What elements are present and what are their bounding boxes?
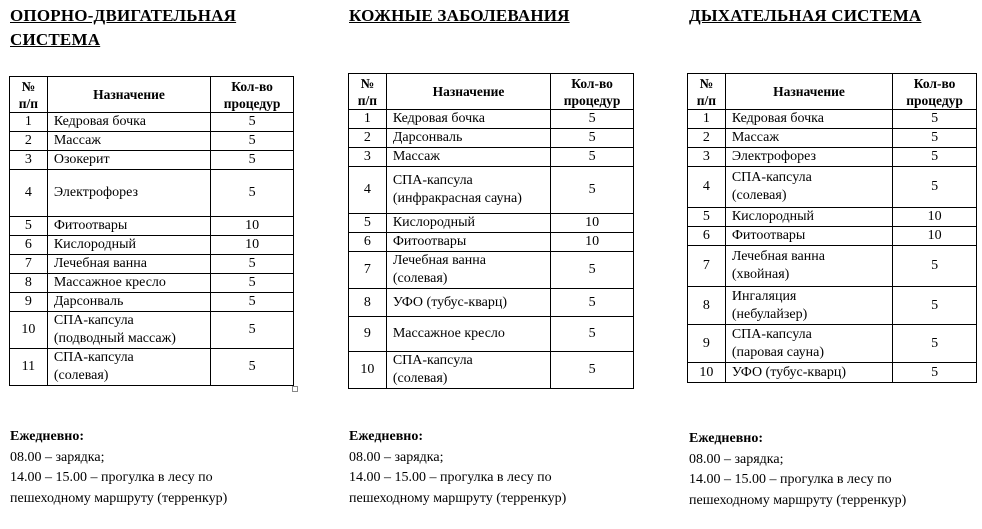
procedure-name: Массаж <box>47 132 210 151</box>
procedure-name: СПА-капсула (паровая сауна) <box>725 325 892 363</box>
row-number: 4 <box>10 170 48 217</box>
table-row <box>349 289 634 317</box>
row-number: 10 <box>349 352 387 389</box>
procedure-count: 5 <box>211 312 294 349</box>
row-number: 8 <box>10 274 48 293</box>
row-number: 6 <box>10 236 48 255</box>
procedure-name: Фитоотвары <box>386 233 550 252</box>
procedure-count: 5 <box>551 352 634 389</box>
procedure-count: 10 <box>893 227 977 246</box>
daily-line-1: 08.00 – зарядка; <box>10 449 105 465</box>
procedure-count: 5 <box>211 151 294 170</box>
heading-line-1: ОПОРНО-ДВИГАТЕЛЬНАЯ <box>10 6 237 25</box>
table-row <box>10 312 294 349</box>
table-row <box>349 110 634 129</box>
table-row <box>688 287 977 325</box>
row-number: 3 <box>688 148 726 167</box>
procedure-name: Кедровая бочка <box>386 110 550 129</box>
table-row <box>688 148 977 167</box>
procedure-count: 5 <box>893 148 977 167</box>
daily-schedule-respiratory <box>689 429 906 511</box>
header-num: № п/п <box>10 77 48 113</box>
row-number: 10 <box>10 312 48 349</box>
row-number: 5 <box>10 217 48 236</box>
procedure-count: 5 <box>893 287 977 325</box>
procedure-name: Ингаляция (небулайзер) <box>725 287 892 325</box>
table-row <box>349 214 634 233</box>
header-num: № п/п <box>349 74 387 110</box>
procedure-count: 5 <box>211 349 294 386</box>
procedure-count: 5 <box>893 246 977 287</box>
procedure-name: Кедровая бочка <box>47 113 210 132</box>
daily-line-1: 08.00 – зарядка; <box>689 451 784 467</box>
heading-respiratory <box>689 4 921 28</box>
procedure-name: СПА-капсула (солевая) <box>725 167 892 208</box>
row-number: 1 <box>688 110 726 129</box>
procedure-name: Лечебная ванна <box>47 255 210 274</box>
header-num: № п/п <box>688 74 726 110</box>
procedure-count: 5 <box>211 293 294 312</box>
daily-line-3: пешеходному маршруту (терренкур) <box>10 490 228 506</box>
daily-title: Ежедневно: <box>10 429 84 444</box>
procedure-name: Электрофорез <box>725 148 892 167</box>
daily-line-2: 14.00 – 15.00 – прогулка в лесу по <box>349 470 552 485</box>
table-row <box>688 110 977 129</box>
daily-line-2: 14.00 – 15.00 – прогулка в лесу по <box>10 470 213 485</box>
procedure-name: Массаж <box>725 129 892 148</box>
procedure-name: УФО (тубус-кварц) <box>725 363 892 383</box>
table-header-row <box>688 74 977 110</box>
procedure-count: 10 <box>211 236 294 255</box>
heading-skin <box>349 4 570 28</box>
table-row <box>10 132 294 151</box>
row-number: 11 <box>10 349 48 386</box>
row-number: 3 <box>10 151 48 170</box>
table-row <box>10 236 294 255</box>
row-number: 2 <box>688 129 726 148</box>
row-number: 7 <box>688 246 726 287</box>
row-number: 9 <box>10 293 48 312</box>
table-header-row <box>349 74 634 110</box>
procedure-count: 5 <box>551 167 634 214</box>
table-row <box>10 217 294 236</box>
row-number: 7 <box>349 252 387 289</box>
table-row <box>349 129 634 148</box>
header-count: Кол-во процедур <box>551 74 634 110</box>
row-number: 9 <box>349 317 387 352</box>
table-row <box>688 167 977 208</box>
procedure-name: СПА-капсула (подводный массаж) <box>47 312 210 349</box>
heading-line-1: КОЖНЫЕ ЗАБОЛЕВАНИЯ <box>349 6 570 25</box>
row-number: 3 <box>349 148 387 167</box>
table-row <box>349 317 634 352</box>
procedure-count: 5 <box>893 110 977 129</box>
procedure-count: 5 <box>551 148 634 167</box>
row-number: 8 <box>349 289 387 317</box>
table-row <box>688 246 977 287</box>
procedure-count: 5 <box>893 363 977 383</box>
procedure-count: 10 <box>551 214 634 233</box>
row-number: 1 <box>10 113 48 132</box>
procedure-count: 5 <box>551 289 634 317</box>
table-resize-handle[interactable] <box>292 386 298 392</box>
row-number: 2 <box>10 132 48 151</box>
row-number: 9 <box>688 325 726 363</box>
table-row <box>349 167 634 214</box>
row-number: 7 <box>10 255 48 274</box>
procedure-count: 10 <box>551 233 634 252</box>
row-number: 4 <box>688 167 726 208</box>
procedure-name: Дарсонваль <box>47 293 210 312</box>
table-row <box>349 352 634 389</box>
table-row <box>10 293 294 312</box>
row-number: 6 <box>688 227 726 246</box>
table-row <box>349 148 634 167</box>
table-row <box>688 227 977 246</box>
table-row <box>349 252 634 289</box>
procedure-name: Кислородный <box>386 214 550 233</box>
table-row <box>10 170 294 217</box>
row-number: 10 <box>688 363 726 383</box>
procedure-name: Дарсонваль <box>386 129 550 148</box>
table-row <box>349 233 634 252</box>
table-row <box>10 113 294 132</box>
procedure-count: 5 <box>211 170 294 217</box>
procedure-name: Лечебная ванна (хвойная) <box>725 246 892 287</box>
procedure-name: УФО (тубус-кварц) <box>386 289 550 317</box>
table-header-row <box>10 77 294 113</box>
procedure-count: 5 <box>893 167 977 208</box>
procedures-table-musculoskeletal <box>9 76 294 386</box>
procedure-name: Массажное кресло <box>386 317 550 352</box>
procedure-count: 5 <box>211 132 294 151</box>
daily-line-3: пешеходному маршруту (терренкур) <box>349 490 567 506</box>
procedure-name: Массаж <box>386 148 550 167</box>
procedure-name: Озокерит <box>47 151 210 170</box>
daily-schedule-musculoskeletal <box>10 427 227 509</box>
heading-line-1: ДЫХАТЕЛЬНАЯ СИСТЕМА <box>689 6 922 25</box>
procedure-count: 5 <box>211 255 294 274</box>
table-row <box>10 349 294 386</box>
daily-title: Ежедневно: <box>689 431 763 446</box>
procedure-name: Кедровая бочка <box>725 110 892 129</box>
procedure-name: СПА-капсула (солевая) <box>386 352 550 389</box>
table-row <box>10 151 294 170</box>
procedure-count: 5 <box>893 129 977 148</box>
procedure-count: 10 <box>893 208 977 227</box>
row-number: 2 <box>349 129 387 148</box>
procedure-count: 5 <box>893 325 977 363</box>
table-row <box>688 325 977 363</box>
procedure-count: 5 <box>551 252 634 289</box>
row-number: 8 <box>688 287 726 325</box>
daily-line-2: 14.00 – 15.00 – прогулка в лесу по <box>689 472 892 487</box>
row-number: 5 <box>349 214 387 233</box>
row-number: 1 <box>349 110 387 129</box>
table-row <box>10 255 294 274</box>
procedure-count: 5 <box>211 274 294 293</box>
table-row <box>688 129 977 148</box>
row-number: 4 <box>349 167 387 214</box>
daily-schedule-skin <box>349 427 566 509</box>
header-name: Назначение <box>47 77 210 113</box>
procedure-count: 5 <box>551 129 634 148</box>
procedure-name: СПА-капсула (инфракрасная сауна) <box>386 167 550 214</box>
procedure-count: 5 <box>551 110 634 129</box>
procedure-name: Фитоотвары <box>725 227 892 246</box>
procedure-name: Лечебная ванна (солевая) <box>386 252 550 289</box>
procedure-name: Массажное кресло <box>47 274 210 293</box>
procedures-table-skin <box>348 73 634 389</box>
procedure-name: СПА-капсула (солевая) <box>47 349 210 386</box>
header-name: Назначение <box>386 74 550 110</box>
procedure-name: Кислородный <box>725 208 892 227</box>
table-row <box>688 363 977 383</box>
table-row <box>10 274 294 293</box>
procedure-count: 5 <box>211 113 294 132</box>
header-count: Кол-во процедур <box>211 77 294 113</box>
daily-line-1: 08.00 – зарядка; <box>349 449 444 465</box>
daily-line-3: пешеходному маршруту (терренкур) <box>689 492 907 508</box>
procedure-name: Электрофорез <box>47 170 210 217</box>
heading-musculoskeletal <box>10 4 236 52</box>
heading-line-2: СИСТЕМА <box>10 30 101 49</box>
procedure-name: Фитоотвары <box>47 217 210 236</box>
header-count: Кол-во процедур <box>893 74 977 110</box>
procedures-table-respiratory <box>687 73 977 383</box>
table-row <box>688 208 977 227</box>
daily-title: Ежедневно: <box>349 429 423 444</box>
procedure-count: 5 <box>551 317 634 352</box>
row-number: 5 <box>688 208 726 227</box>
procedure-name: Кислородный <box>47 236 210 255</box>
row-number: 6 <box>349 233 387 252</box>
header-name: Назначение <box>725 74 892 110</box>
procedure-count: 10 <box>211 217 294 236</box>
